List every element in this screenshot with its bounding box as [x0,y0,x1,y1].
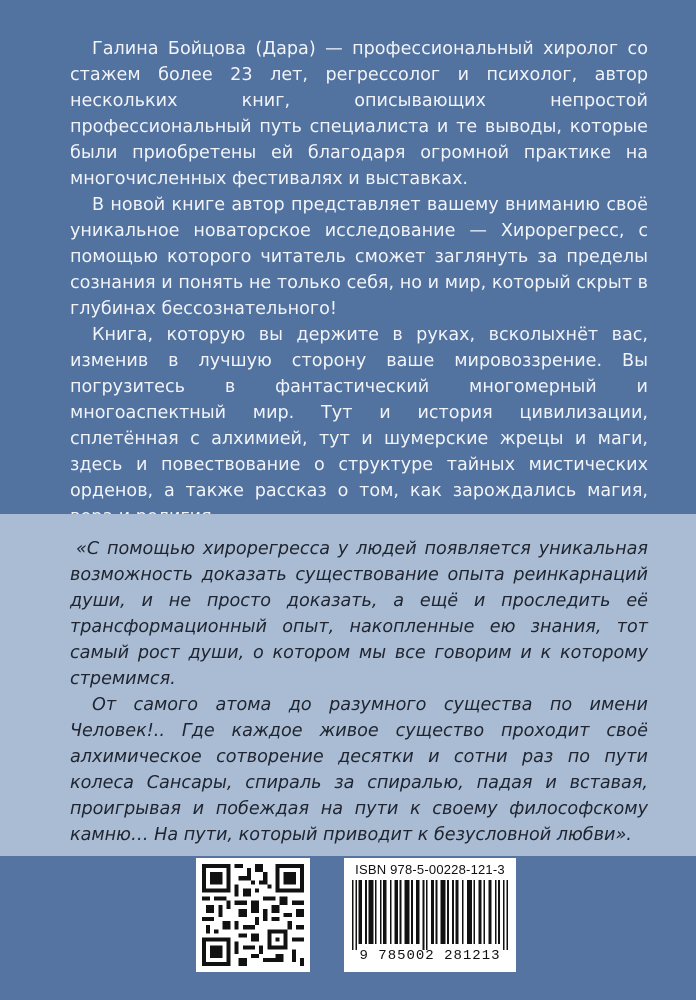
book-paragraph: В новой книге автор представляет вашему вниманию своё уникальное новаторское исследование — Хирорегресс, с помощью которого читатель сможет заглянуть за пределы сознания и понять не только себя, но и мир, который скрыт в глубинах бессознательного! [70,195,648,319]
barcode-bars [352,880,508,950]
qr-code [196,858,310,972]
isbn-number: ISBN 978-5-00228-121-3 [355,862,505,877]
ean-digits: 9 785002 281213 [359,948,501,964]
quote-paragraph-2: От самого атома до разумного существа по имени Человек!.. Где каждое живое существо проходит своё алхимическое сотворение десятки и сотни раз по пути колеса Сансары, спираль за спиралью, падая и вставая, проигрывая и побеждая на пути к своему философскому камню… На пути, который приводит к безусловной любви». [70,695,648,845]
author-paragraph: Галина Бойцова (Дара) — профессиональный хиролог со стажем более 23 лет, регрессолог и психолог, автор нескольких книг, описывающих непростой профессиональный путь специалиста и те выводы, которые были приобретены ей благодаря огромной практике на многочисленных фестивалях и выставках. [70,39,648,189]
quote-paragraph-1: «С помощью хирорегресса у людей появляется уникальная возможность доказать существование опыта реинкарнаций души, и не просто доказать, а ещё и проследить её трансформационный опыт, накопленные ею знания, тот самый рост души, о котором мы все говорим и к которому стремимся. [70,539,648,689]
qr-code-icon [202,864,304,966]
isbn-barcode [344,858,516,972]
effect-paragraph: Книга, которую вы держите в руках, всколыхнёт вас, изменив в лучшую сторону ваше мировоззрение. Вы погрузитесь в фантастический многомерный и многоаспектный мир. Тут и история цивилизации, сплетённая с алхимией, тут и шумерские жрецы и маги, здесь и повествование о структуре тайных мистических орденов, а также рассказ о том, как зарождались магия, [70,325,648,501]
